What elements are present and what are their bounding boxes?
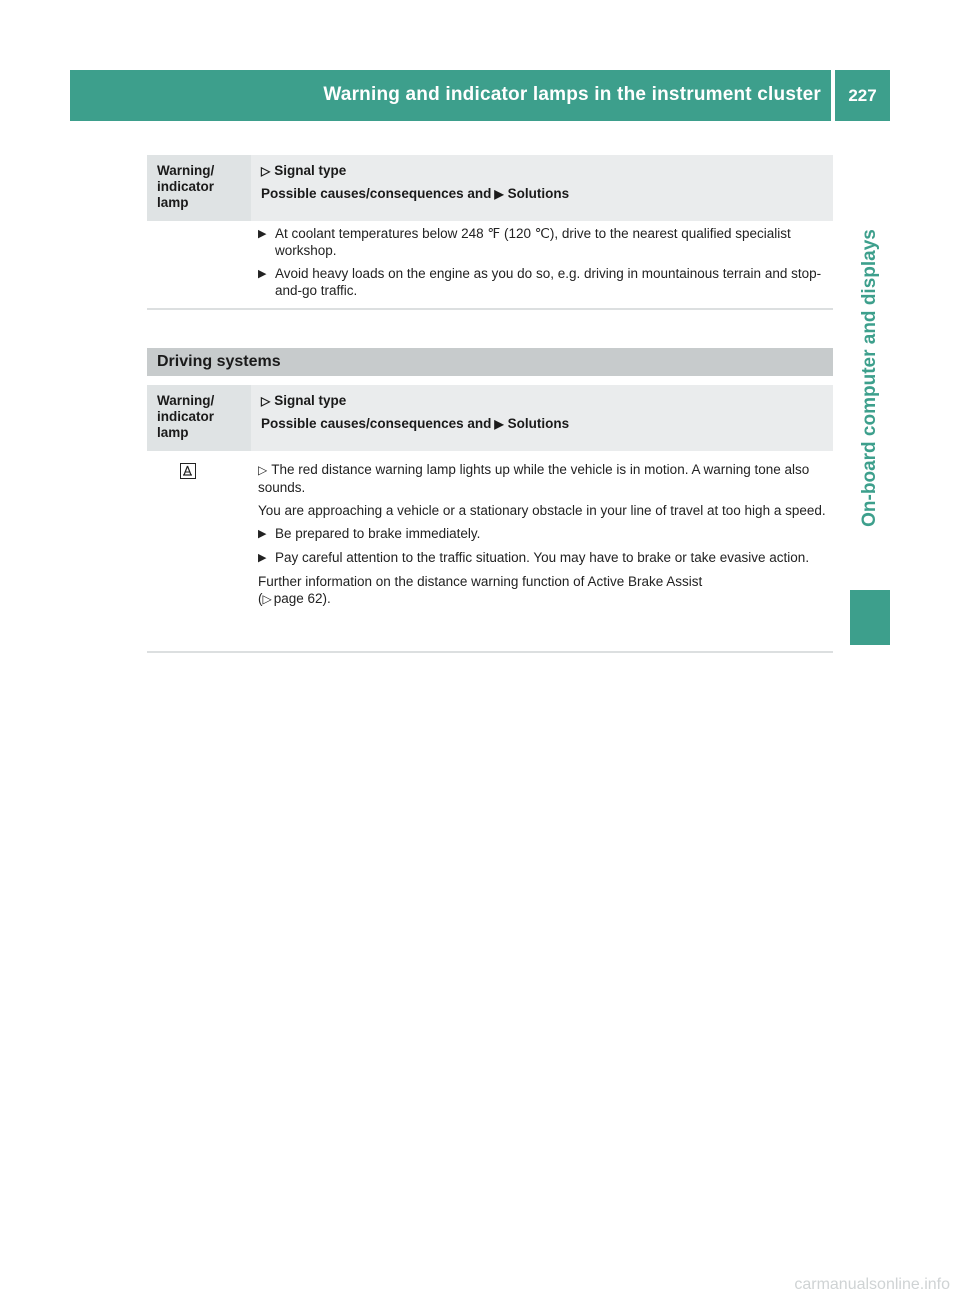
instruction-arrow-icon: ▶ [258, 228, 267, 240]
list-item [258, 525, 830, 543]
chapter-tab-label: On-board computer and displays [859, 229, 880, 527]
list-item-text: Be prepared to brake immediately. [275, 526, 481, 541]
cause-description: You are approaching a vehicle or a stationary obstacle in your line of travel at too high a speed. [258, 503, 826, 518]
signal-type-icon: ▷ [261, 394, 271, 408]
signal-type-icon: ▷ [258, 463, 268, 477]
instruction-arrow-icon: ▶ [258, 268, 267, 280]
section-bar [147, 348, 833, 376]
col-lamp-line: indicator [157, 409, 215, 424]
col-causes-label: Possible causes/consequences and [261, 186, 492, 201]
table2-col-desc [251, 385, 833, 451]
col-solutions-label: Solutions [507, 186, 570, 201]
col-lamp-line: Warning/ [157, 393, 215, 408]
col-lamp-line: indicator [157, 179, 215, 194]
watermark: carmanualsonline.info [794, 1276, 950, 1293]
col-lamp-line: Warning/ [157, 163, 215, 178]
page-number: 227 [848, 86, 877, 105]
list-item [258, 265, 830, 299]
signal-type-icon: ▷ [261, 164, 271, 178]
table2-col-lamp [147, 385, 251, 451]
table2-header [147, 385, 833, 451]
distance-warning-lamp-icon [180, 463, 196, 479]
table2-divider [147, 651, 833, 653]
table1-body [258, 225, 830, 305]
list-item [258, 549, 830, 567]
section-title: Driving systems [157, 353, 281, 370]
page-ref-link[interactable]: page 62). [273, 591, 331, 606]
table1-col-desc [251, 155, 833, 221]
col-signal-label: Signal type [274, 393, 347, 408]
solutions-icon: ▶ [494, 187, 504, 201]
table1-header [147, 155, 833, 221]
solutions-icon: ▶ [494, 417, 504, 431]
page-title: Warning and indicator lamps in the instrument cluster [323, 84, 821, 105]
further-info-text: Further information on the distance warning function of Active Brake Assist [258, 574, 703, 589]
col-signal-label: Signal type [274, 163, 347, 178]
further-info: Further information on the distance warning function of Active Brake Assist (▷ page 62). [258, 574, 703, 606]
table1-divider [147, 308, 833, 310]
col-lamp-line: lamp [157, 195, 189, 210]
instruction-arrow-icon: ▶ [258, 528, 267, 540]
col-lamp-line: lamp [157, 425, 189, 440]
signal-text: The red distance warning lamp lights up while the vehicle is in motion. A warning tone also sounds. [258, 462, 810, 495]
instruction-arrow-icon: ▶ [258, 552, 267, 564]
table2-body [258, 461, 830, 614]
signal-description [258, 461, 830, 496]
list-item-text: Avoid heavy loads on the engine as you do so, e.g. driving in mountainous terrain and stop-and-go traffic. [275, 266, 822, 298]
page-number-box [835, 70, 890, 121]
header-bar [70, 70, 831, 121]
page-ref-icon: ▷ [262, 592, 272, 606]
col-causes-label: Possible causes/consequences and [261, 416, 492, 431]
table1-col-lamp [147, 155, 251, 221]
list-item [258, 225, 830, 259]
list-item-text: At coolant temperatures below 248 ℉ (120 ℃), drive to the nearest qualified specialist workshop. [275, 226, 791, 258]
chapter-tab-marker [850, 590, 890, 645]
list-item-text: Pay careful attention to the traffic situation. You may have to brake or take evasive action. [275, 550, 810, 565]
col-solutions-label: Solutions [507, 416, 570, 431]
